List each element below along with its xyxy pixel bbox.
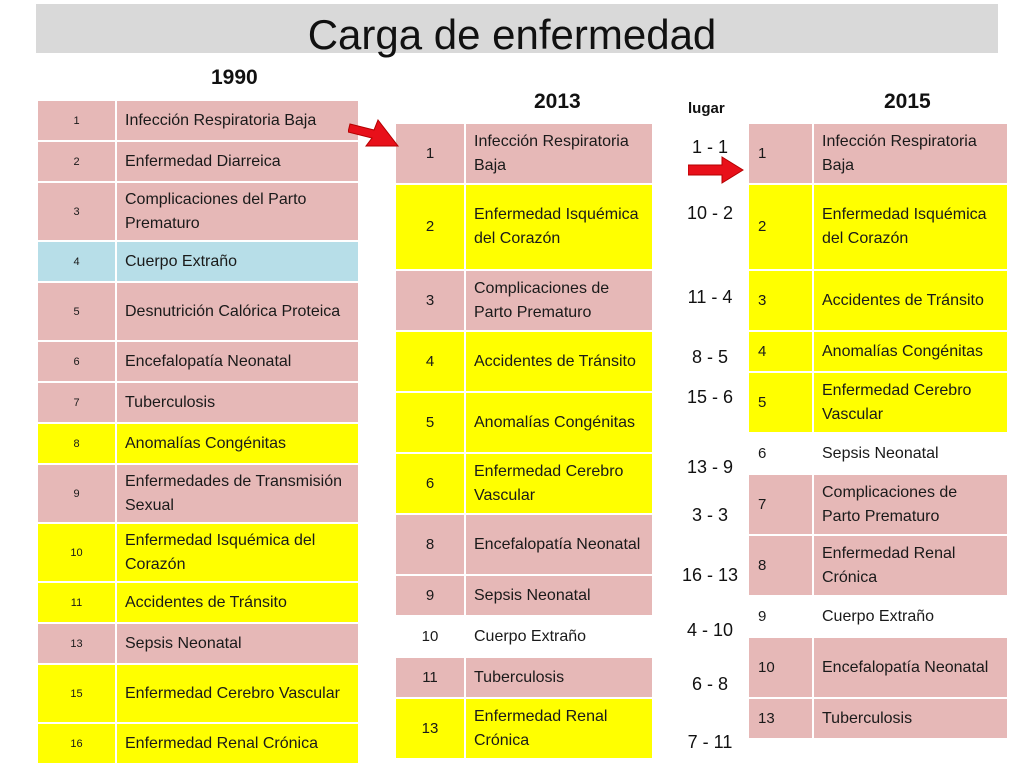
table-row [395, 514, 653, 575]
disease-cell: Encefalopatía Neonatal [465, 514, 653, 575]
rank-cell: 1 [748, 123, 813, 184]
rank-cell: 9 [395, 575, 465, 616]
lugar-item: 6 - 8 [691, 674, 729, 694]
table-row [748, 433, 1008, 474]
disease-cell: Enfermedad Diarreica [116, 141, 359, 182]
disease-cell: Enfermedad Cerebro Vascular [813, 372, 1008, 433]
rank-cell: 13 [395, 698, 465, 759]
table-row [37, 341, 359, 382]
rank-cell: 10 [748, 637, 813, 698]
table-row [37, 382, 359, 423]
rank-cell: 7 [37, 382, 116, 423]
disease-cell: Accidentes de Tránsito [813, 270, 1008, 331]
rank-cell: 4 [748, 331, 813, 372]
rank-cell: 3 [37, 182, 116, 241]
disease-cell: Accidentes de Tránsito [465, 331, 653, 392]
table-2013 [394, 122, 654, 760]
table-row [748, 372, 1008, 433]
rank-cell: 10 [37, 523, 116, 582]
lugar-item: 7 - 11 [687, 732, 733, 752]
table-row [395, 575, 653, 616]
disease-cell: Enfermedades de Transmisión Sexual [116, 464, 359, 523]
rank-cell: 2 [748, 184, 813, 270]
lugar-item: 15 - 6 [686, 387, 734, 407]
heading-2015: 2015 [884, 90, 931, 113]
disease-cell: Desnutrición Calórica Proteica [116, 282, 359, 341]
disease-cell: Complicaciones del Parto Prematuro [116, 182, 359, 241]
rank-cell: 8 [37, 423, 116, 464]
table-row [748, 474, 1008, 535]
rank-cell: 6 [748, 433, 813, 474]
rank-cell: 11 [395, 657, 465, 698]
rank-cell: 2 [37, 141, 116, 182]
rank-cell: 4 [37, 241, 116, 282]
table-row [37, 623, 359, 664]
disease-cell: Enfermedad Renal Crónica [813, 535, 1008, 596]
disease-cell: Enfermedad Cerebro Vascular [116, 664, 359, 723]
disease-cell: Enfermedad Isquémica del Corazón [465, 184, 653, 270]
disease-cell: Anomalías Congénitas [465, 392, 653, 453]
rank-cell: 13 [748, 698, 813, 739]
red-arrow-icon [688, 156, 744, 184]
disease-cell: Sepsis Neonatal [116, 623, 359, 664]
rank-cell: 1 [395, 123, 465, 184]
table-row [748, 637, 1008, 698]
rank-cell: 8 [395, 514, 465, 575]
table-1990 [36, 99, 360, 765]
table-row [37, 241, 359, 282]
rank-cell: 1 [37, 100, 116, 141]
rank-cell: 9 [748, 596, 813, 637]
disease-cell: Accidentes de Tránsito [116, 582, 359, 623]
lugar-item: 13 - 9 [686, 457, 734, 477]
rank-cell: 6 [37, 341, 116, 382]
table-2015 [747, 122, 1009, 740]
table-row [748, 331, 1008, 372]
table-row [37, 723, 359, 764]
rank-cell: 11 [37, 582, 116, 623]
heading-1990: 1990 [211, 66, 258, 89]
lugar-item: 4 - 10 [686, 620, 734, 640]
disease-cell: Encefalopatía Neonatal [116, 341, 359, 382]
table-row [395, 184, 653, 270]
disease-cell: Enfermedad Cerebro Vascular [465, 453, 653, 514]
table-row [748, 698, 1008, 739]
lugar-item: 10 - 2 [686, 203, 734, 223]
table-row [748, 535, 1008, 596]
rank-cell: 16 [37, 723, 116, 764]
disease-cell: Enfermedad Isquémica del Corazón [116, 523, 359, 582]
table-row [395, 331, 653, 392]
rank-cell: 3 [395, 270, 465, 331]
disease-cell: Tuberculosis [465, 657, 653, 698]
table-row [395, 270, 653, 331]
table-row [748, 123, 1008, 184]
rank-cell: 13 [37, 623, 116, 664]
disease-cell: Complicaciones de Parto Prematuro [813, 474, 1008, 535]
table-row [395, 453, 653, 514]
disease-cell: Sepsis Neonatal [813, 433, 1008, 474]
table-row [395, 392, 653, 453]
table-row [37, 282, 359, 341]
lugar-item: 16 - 13 [681, 565, 739, 585]
rank-cell: 8 [748, 535, 813, 596]
table-row [37, 141, 359, 182]
table-row [37, 523, 359, 582]
slide-title: Carga de enfermedad [307, 11, 717, 58]
rank-cell: 6 [395, 453, 465, 514]
red-arrow-icon [348, 112, 400, 150]
heading-lugar: lugar [688, 100, 725, 117]
disease-cell: Sepsis Neonatal [465, 575, 653, 616]
rank-cell: 10 [395, 616, 465, 657]
disease-cell: Enfermedad Isquémica del Corazón [813, 184, 1008, 270]
rank-cell: 5 [748, 372, 813, 433]
lugar-item: 11 - 4 [687, 287, 733, 307]
disease-cell: Tuberculosis [813, 698, 1008, 739]
table-row [37, 100, 359, 141]
disease-cell: Enfermedad Renal Crónica [465, 698, 653, 759]
table-row [37, 182, 359, 241]
table-row [395, 698, 653, 759]
rank-cell: 5 [395, 392, 465, 453]
heading-2013: 2013 [534, 90, 581, 113]
rank-cell: 4 [395, 331, 465, 392]
rank-cell: 3 [748, 270, 813, 331]
table-row [37, 423, 359, 464]
disease-cell: Cuerpo Extraño [465, 616, 653, 657]
disease-cell: Anomalías Congénitas [116, 423, 359, 464]
disease-cell: Anomalías Congénitas [813, 331, 1008, 372]
disease-cell: Cuerpo Extraño [116, 241, 359, 282]
disease-cell: Infección Respiratoria Baja [116, 100, 359, 141]
disease-cell: Complicaciones de Parto Prematuro [465, 270, 653, 331]
table-row [395, 657, 653, 698]
table-row [37, 464, 359, 523]
lugar-item: 1 - 1 [691, 137, 729, 157]
table-row [748, 270, 1008, 331]
table-row [748, 184, 1008, 270]
rank-cell: 2 [395, 184, 465, 270]
table-row [748, 596, 1008, 637]
rank-cell: 7 [748, 474, 813, 535]
table-row [395, 123, 653, 184]
table-row [37, 664, 359, 723]
rank-cell: 5 [37, 282, 116, 341]
table-row [395, 616, 653, 657]
table-row [37, 582, 359, 623]
disease-cell: Tuberculosis [116, 382, 359, 423]
rank-cell: 9 [37, 464, 116, 523]
disease-cell: Encefalopatía Neonatal [813, 637, 1008, 698]
disease-cell: Infección Respiratoria Baja [813, 123, 1008, 184]
lugar-item: 8 - 5 [691, 347, 729, 367]
disease-cell: Enfermedad Renal Crónica [116, 723, 359, 764]
lugar-item: 3 - 3 [691, 505, 729, 525]
disease-cell: Infección Respiratoria Baja [465, 123, 653, 184]
rank-cell: 15 [37, 664, 116, 723]
disease-cell: Cuerpo Extraño [813, 596, 1008, 637]
